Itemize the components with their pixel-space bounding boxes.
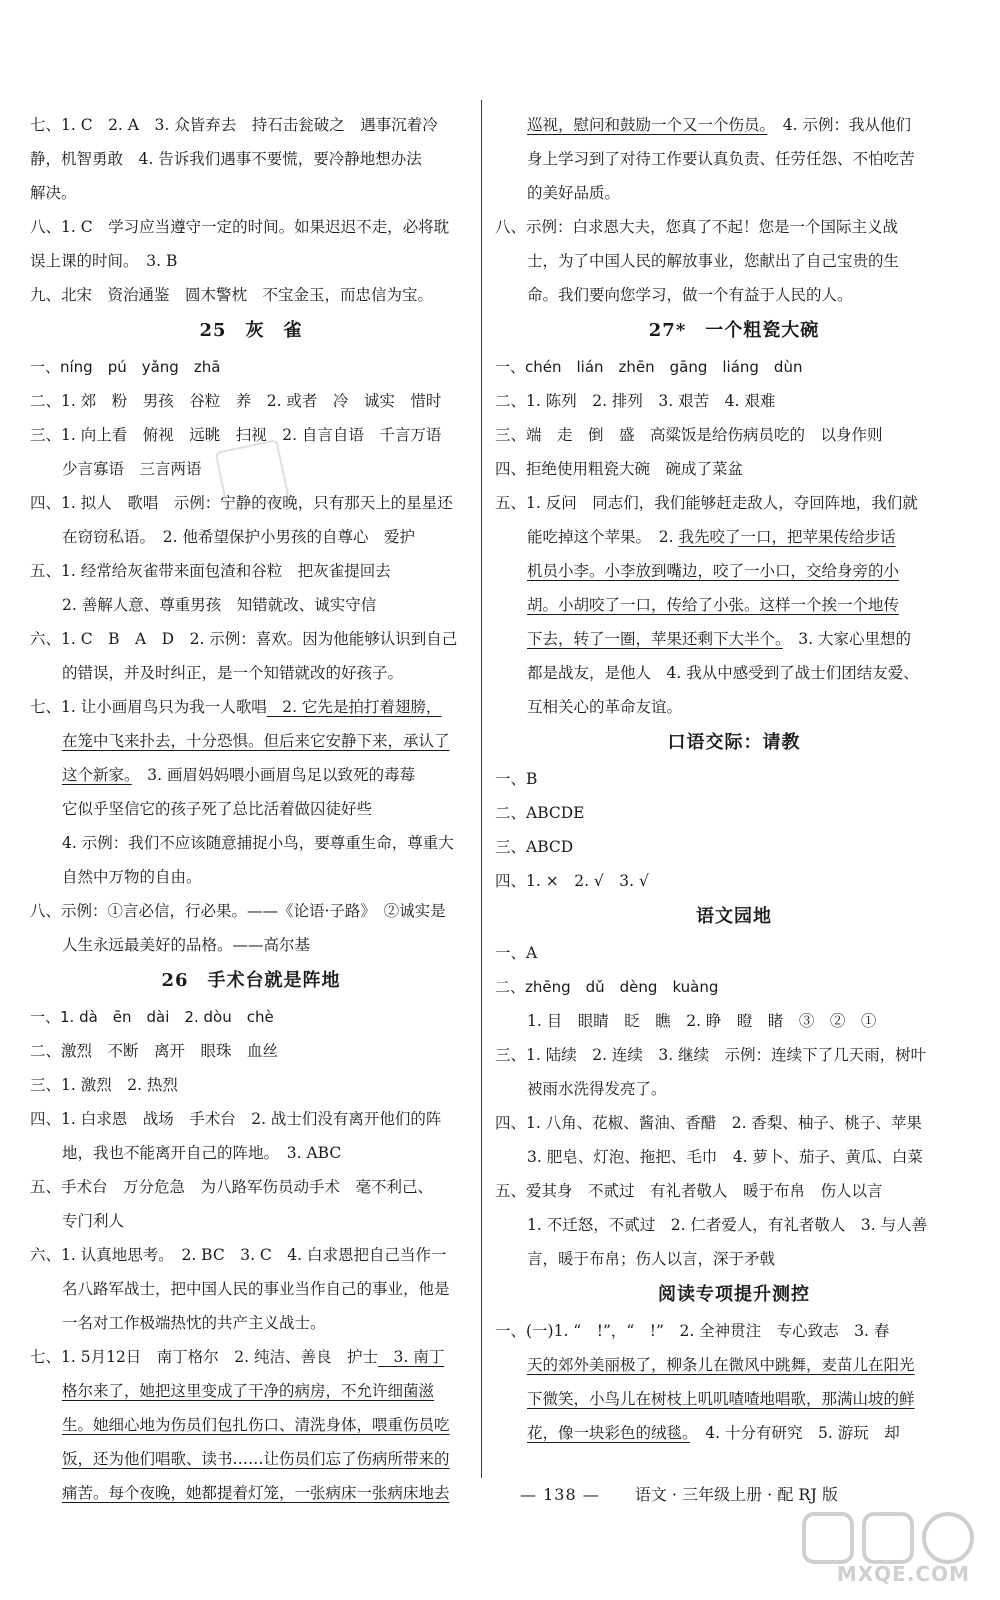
answer-line: 三、1. 激烈 2. 热烈 bbox=[30, 1076, 178, 1094]
answer-line: 二、1. 郊 粉 男孩 谷粒 养 2. 或者 冷 诚实 惜时 bbox=[30, 392, 442, 410]
plain-text: 3. 大家心里想的 bbox=[782, 630, 911, 648]
answer-line: 八、示例：①言必信，行必果。——《论语·子路》 ②诚实是 bbox=[30, 902, 446, 920]
page-footer bbox=[520, 1482, 838, 1505]
answer-line: 八、示例：白求恩大夫，您真了不起！您是一个国际主义战 bbox=[495, 218, 899, 236]
answer-line: 七、1. C 2. A 3. 众皆弃去 持石击瓮破之 遇事沉着冷 bbox=[30, 116, 438, 134]
answer-line: 专门利人 bbox=[62, 1212, 125, 1230]
page-number: — 138 — bbox=[520, 1485, 600, 1504]
answer-line: 它似乎坚信它的孩子死了总比活着做囚徒好些 bbox=[62, 800, 373, 818]
answer-line: 3. 肥皂、灯泡、拖把、毛巾 4. 萝卜、茄子、黄瓜、白菜 bbox=[527, 1148, 923, 1166]
answer-line: 二、ABCDE bbox=[495, 804, 585, 822]
answer-line: 少言寡语 三言两语 bbox=[62, 460, 202, 478]
answer-line: 一、A bbox=[495, 944, 538, 962]
answer-line: 五、1. 反问 同志们，我们能够赶走敌人，夺回阵地，我们就 bbox=[495, 494, 918, 512]
answer-line bbox=[495, 520, 973, 554]
answer-line bbox=[30, 1442, 472, 1476]
answer-line bbox=[30, 1476, 472, 1510]
answer-line bbox=[495, 1348, 973, 1382]
answer-line: 二、zhēng dǔ dèng kuàng bbox=[495, 978, 719, 996]
column-divider bbox=[481, 100, 482, 1478]
underlined-text: 我先咬了一口，把苹果传给步话 bbox=[678, 528, 896, 546]
answer-line: 四、拒绝使用粗瓷大碗 碗成了菜盆 bbox=[495, 460, 744, 478]
section-title: 27* 一个粗瓷大碗 bbox=[648, 320, 820, 341]
answer-line: 九、北宋 资治通鉴 圆木警枕 不宝金玉，而忠信为宝。 bbox=[30, 286, 434, 304]
answer-line: 五、手术台 万分危急 为八路军伤员动手术 毫不利己、 bbox=[30, 1178, 434, 1196]
answer-line: 一、níng pú yǎng zhā bbox=[30, 358, 221, 376]
underlined-text: 天的郊外美丽极了，柳条儿在微风中跳舞，麦苗儿在阳光 bbox=[527, 1356, 915, 1374]
left-column bbox=[30, 108, 472, 1510]
answer-line: 二、1. 陈列 2. 排列 3. 艰苦 4. 艰难 bbox=[495, 392, 776, 410]
answer-line: 一、1. dà ēn dài 2. dòu chè bbox=[30, 1008, 274, 1026]
answer-line: 二、激烈 不断 离开 眼珠 血丝 bbox=[30, 1042, 279, 1060]
book-info: 语文 · 三年级上册 · 配 RJ 版 bbox=[634, 1485, 838, 1504]
section-title: 25 灰 雀 bbox=[199, 320, 303, 341]
answer-line bbox=[495, 554, 973, 588]
watermark-url: MXQE.COM bbox=[836, 1562, 970, 1586]
answer-line bbox=[495, 1416, 973, 1450]
underlined-text: 2. 它先是拍打着翅膀， bbox=[266, 698, 442, 716]
answer-line: 三、ABCD bbox=[495, 838, 574, 856]
answer-line: 一、chén lián zhēn gāng liáng dùn bbox=[495, 358, 803, 376]
underlined-text: 下去，转了一圈，苹果还剩下大半个。 bbox=[527, 630, 783, 648]
plain-text: 4. 十分有研究 5. 游玩 却 bbox=[689, 1424, 900, 1442]
answer-line: 的美好品质。 bbox=[527, 184, 621, 202]
answer-line: 五、1. 经常给灰雀带来面包渣和谷粒 把灰雀提回去 bbox=[30, 562, 391, 580]
section-title: 语文园地 bbox=[696, 906, 772, 927]
answer-line: 被雨水洗得发亮了。 bbox=[527, 1080, 667, 1098]
underlined-text: 这个新家。 bbox=[62, 766, 132, 784]
section-title: 26 手术台就是阵地 bbox=[161, 970, 341, 991]
plain-text: 4. 示例：我从他们 bbox=[767, 116, 911, 134]
answer-line: 在窃窃私语。 2. 他希望保护小男孩的自尊心 爱护 bbox=[62, 528, 415, 546]
answer-line: 四、1. × 2. √ 3. √ bbox=[495, 872, 649, 890]
underlined-text: 痛苦。每个夜晚，她都提着灯笼，一张病床一张病床地去 bbox=[62, 1484, 450, 1502]
answer-line: 自然中万物的自由。 bbox=[62, 868, 202, 886]
answer-line: 四、1. 白求恩 战场 手术台 2. 战士们没有离开他们的阵 bbox=[30, 1110, 442, 1128]
answer-line: 士，为了中国人民的解放事业，您献出了自己宝贵的生 bbox=[527, 252, 900, 270]
plain-text: 3. 画眉妈妈喂小画眉鸟足以致死的毒莓 bbox=[131, 766, 415, 784]
answer-line: 2. 善解人意、尊重男孩 知错就改、诚实守信 bbox=[62, 596, 377, 614]
watermark-logo-icon bbox=[798, 1508, 978, 1568]
answer-line: 一名对工作极端热忱的共产主义战士。 bbox=[62, 1314, 326, 1332]
right-column bbox=[495, 108, 973, 1450]
watermark-logo bbox=[798, 1508, 978, 1590]
underlined-text: 在笼中飞来扑去，十分恐惧。但后来它安静下来，承认了 bbox=[62, 732, 450, 750]
answer-line: 四、1. 拟人 歌唱 示例：宁静的夜晚，只有那天上的星星还 bbox=[30, 494, 453, 512]
underlined-text: 巡视，慰问和鼓励一个又一个伤员。 bbox=[527, 116, 768, 134]
underlined-text: 胡。小胡咬了一口，传给了小张。这样一个挨一个地传 bbox=[527, 596, 900, 614]
answer-line: 的错误，并及时纠正，是一个知错就改的好孩子。 bbox=[62, 664, 404, 682]
answer-line: 一、(一)1. “ !”，“ !” 2. 全神贯注 专心致志 3. 春 bbox=[495, 1322, 890, 1340]
answer-line: 言，暖于布帛；伤人以言，深于矛戟 bbox=[527, 1250, 776, 1268]
answer-line bbox=[30, 1340, 472, 1374]
answer-line: 五、爱其身 不贰过 有礼者敬人 暖于布帛 伤人以言 bbox=[495, 1182, 883, 1200]
underlined-text: 生。她细心地为伤员们包扎伤口、清洗身体，喂重伤员吃 bbox=[62, 1416, 450, 1434]
underlined-text: 3. 南丁 bbox=[378, 1348, 445, 1366]
section-title: 阅读专项提升测控 bbox=[658, 1284, 810, 1305]
answer-line: 四、1. 八角、花椒、酱油、香醋 2. 香梨、柚子、桃子、苹果 bbox=[495, 1114, 922, 1132]
answer-line bbox=[30, 1374, 472, 1408]
underlined-text: 下微笑，小鸟儿在树枝上叽叽喳喳地唱歌，那满山坡的鲜 bbox=[527, 1390, 915, 1408]
answer-line bbox=[495, 588, 973, 622]
answer-line: 三、1. 向上看 俯视 远眺 扫视 2. 自言自语 千言万语 bbox=[30, 426, 442, 444]
answer-line bbox=[495, 108, 973, 142]
answer-line: 一、B bbox=[495, 770, 538, 788]
answer-line bbox=[30, 724, 472, 758]
answer-line: 命。我们要向您学习，做一个有益于人民的人。 bbox=[527, 286, 853, 304]
underlined-text: 花，像一块彩色的绒毯。 bbox=[527, 1424, 690, 1442]
answer-line: 互相关心的革命友谊。 bbox=[527, 698, 683, 716]
answer-line: 都是战友，是他人 4. 我从中感受到了战士们团结友爱、 bbox=[527, 664, 919, 682]
answer-line: 地，我也不能离开自己的阵地。 3. ABC bbox=[62, 1144, 342, 1162]
section-title: 口语交际：请教 bbox=[667, 732, 801, 753]
plain-text: 能吃掉这个苹果。 2. bbox=[527, 528, 679, 546]
answer-line: 4. 示例：我们不应该随意捕捉小鸟，要尊重生命，尊重大 bbox=[62, 834, 454, 852]
answer-line: 人生永远最美好的品格。——高尔基 bbox=[62, 936, 311, 954]
answer-line: 身上学习到了对待工作要认真负责、任劳任怨、不怕吃苦 bbox=[527, 150, 915, 168]
answer-line bbox=[30, 1408, 472, 1442]
answer-line: 1. 目 眼睛 眨 瞧 2. 睁 瞪 睹 ③ ② ① bbox=[527, 1012, 877, 1030]
answer-line: 六、1. C B A D 2. 示例：喜欢。因为他能够认识到自己 bbox=[30, 630, 458, 648]
underlined-text: 饭，还为他们唱歌、读书……让伤员们忘了伤病所带来的 bbox=[62, 1450, 450, 1468]
underlined-text: 机员小李。小李放到嘴边，咬了一小口，交给身旁的小 bbox=[527, 562, 900, 580]
answer-line: 三、端 走 倒 盛 高粱饭是给伤病员吃的 以身作则 bbox=[495, 426, 883, 444]
plain-text: 七、1. 5月12日 南丁格尔 2. 纯洁、善良 护士 bbox=[30, 1348, 379, 1366]
answer-line: 八、1. C 学习应当遵守一定的时间。如果迟迟不走，必将耽 bbox=[30, 218, 450, 236]
answer-line bbox=[495, 622, 973, 656]
answer-line bbox=[30, 690, 472, 724]
answer-line: 名八路军战士，把中国人民的事业当作自己的事业，他是 bbox=[62, 1280, 450, 1298]
answer-line: 六、1. 认真地思考。 2. BC 3. C 4. 白求恩把自己当作一 bbox=[30, 1246, 447, 1264]
answer-line: 解决。 bbox=[30, 184, 77, 202]
plain-text: 七、1. 让小画眉鸟只为我一人歌唱 bbox=[30, 698, 267, 716]
answer-line: 静，机智勇敢 4. 告诉我们遇事不要慌，要冷静地想办法 bbox=[30, 150, 422, 168]
answer-line bbox=[30, 758, 472, 792]
answer-line: 误上课的时间。 3. B bbox=[30, 252, 178, 270]
answer-line: 1. 不迁怒，不贰过 2. 仁者爱人，有礼者敬人 3. 与人善 bbox=[527, 1216, 928, 1234]
underlined-text: 格尔来了，她把这里变成了干净的病房，不允许细菌滋 bbox=[62, 1382, 435, 1400]
answer-line bbox=[495, 1382, 973, 1416]
answer-line: 三、1. 陆续 2. 连续 3. 继续 示例：连续下了几天雨，树叶 bbox=[495, 1046, 927, 1064]
